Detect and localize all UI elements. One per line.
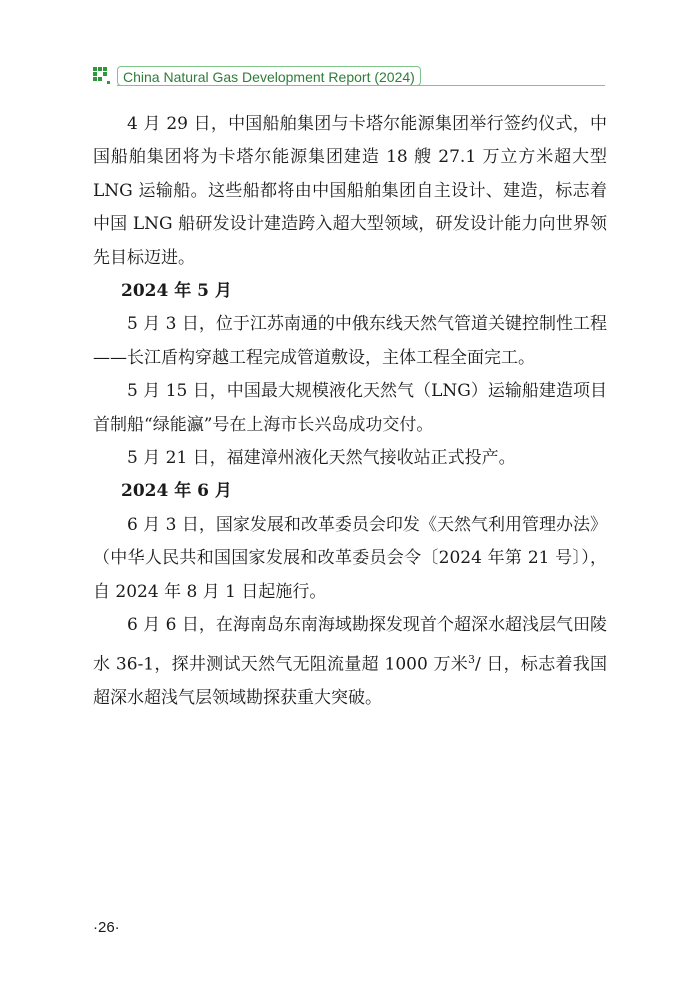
paragraph-lingshui-end: / 日，标志着我国超深水超浅气层领域勘探获重大突破。 (93, 654, 607, 708)
paragraph-lng-ship-contract: 4 月 29 日，中国船舶集团与卡塔尔能源集团举行签约仪式，中国船舶集团将为卡塔尔能源集团建造 18 艘 27.1 万立方米超大型 LNG 运输船。这些船都将由中国船舶集团自主设计、建造，标志着中国 LNG 船研发设计建造跨入超大型领域，研发设计能力向世界领先目标迈进。 (93, 114, 607, 268)
paragraph-lng-carrier-delivery: 5 月 15 日，中国最大规模液化天然气（LNG）运输船建造项目首制船“绿能瀛”号在上海市长兴岛成功交付。 (93, 381, 607, 435)
paragraph-pipeline-completion: 5 月 3 日，位于江苏南通的中俄东线天然气管道关键控制性工程——长江盾构穿越工程完成管道敷设，主体工程全面完工。 (93, 314, 607, 368)
paragraph-lingshui-gas-field (93, 609, 607, 715)
section-heading-june: 2024 年 6 月 (121, 481, 232, 502)
body-text (93, 108, 607, 715)
page-number: ·26· (93, 919, 120, 936)
header-title: China Natural Gas Development Report (2024) (117, 66, 421, 86)
cubic-superscript: 3 (468, 652, 475, 666)
paragraph-zhangzhou-terminal: 5 月 21 日，福建漳州液化天然气接收站正式投产。 (127, 448, 516, 469)
section-heading-may: 2024 年 5 月 (121, 281, 232, 302)
paragraph-lingshui-main: 6 月 6 日，在海南岛东南海域勘探发现首个超深水超浅层气田陵水 36-1，探井测试天然气无阻流量超 1000 万米 (93, 615, 607, 675)
running-header (93, 66, 605, 86)
paragraph-gas-utilization-measures: 6 月 3 日，国家发展和改革委员会印发《天然气利用管理办法》（中华人民共和国国家发展和改革委员会令〔2024 年第 21 号〕），自 2024 年 8 月 1 日起施行。 (93, 514, 607, 602)
report-logo-icon (93, 67, 111, 85)
